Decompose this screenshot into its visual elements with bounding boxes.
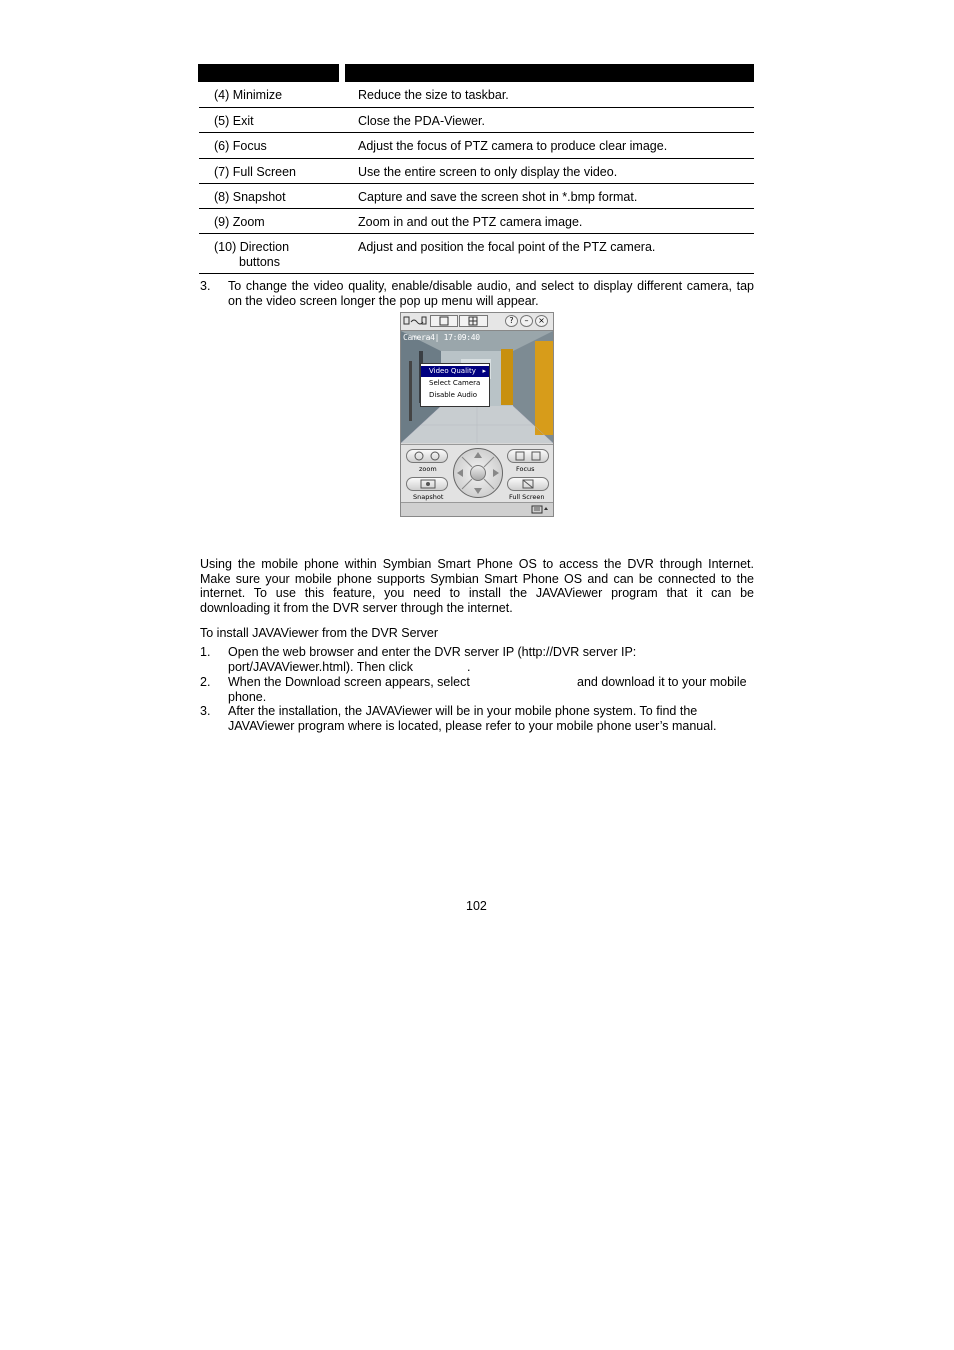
focus-button[interactable] xyxy=(507,449,549,463)
row-desc: Adjust and position the focal point of the PTZ camera. xyxy=(358,240,656,254)
menu-item-label: Video Quality xyxy=(429,367,476,375)
step-line-text: When the Download screen appears, select xyxy=(228,675,470,689)
step-number: 3. xyxy=(200,279,211,293)
row-desc: Capture and save the screen shot in *.bmp format. xyxy=(358,190,638,204)
step-text xyxy=(228,704,754,733)
table-header-left xyxy=(198,64,339,82)
menu-item-label: Select Camera xyxy=(429,379,481,387)
minimize-icon[interactable]: – xyxy=(520,315,533,327)
camera-label: Camera4| 17:09:40 xyxy=(403,333,480,342)
step-line: on the video screen longer the pop up menu will appear. xyxy=(228,293,539,308)
table-row xyxy=(199,184,754,209)
help-icon[interactable]: ? xyxy=(505,315,518,327)
zoom-button[interactable] xyxy=(406,449,448,463)
row-item: (6) Focus xyxy=(214,139,267,153)
row-item: (9) Zoom xyxy=(214,215,265,229)
pda-status-bar xyxy=(401,502,553,517)
step-line xyxy=(228,660,754,675)
row-item: (5) Exit xyxy=(214,114,254,128)
row-item: (7) Full Screen xyxy=(214,165,296,179)
paragraph-line: Make sure your mobile phone supports Symbian Smart Phone OS and can be connected to the xyxy=(200,571,754,586)
intro-paragraph xyxy=(200,557,754,616)
row-item: (8) Snapshot xyxy=(214,190,286,204)
pda-toolbar xyxy=(401,313,553,331)
step-number: 1. xyxy=(200,645,211,659)
row-item: (4) Minimize xyxy=(214,88,283,102)
step-line: To change the video quality, enable/disable audio, and select to display different camera, tap xyxy=(228,279,754,293)
step-line: After the installation, the JAVAViewer will be in your mobile phone system. To find the xyxy=(228,704,698,718)
network-icon[interactable] xyxy=(402,315,428,327)
step-line xyxy=(228,675,754,690)
row-desc: Use the entire screen to only display the video. xyxy=(358,165,618,179)
step-line-text: port/JAVAViewer.html). Then click xyxy=(228,659,414,674)
quad-view-icon[interactable] xyxy=(459,315,488,327)
pda-controls xyxy=(401,444,553,503)
context-menu xyxy=(420,363,490,407)
paragraph-line: Using the mobile phone within Symbian Smart Phone OS to access the DVR through Internet. xyxy=(200,557,754,571)
row-item-continued: buttons xyxy=(239,255,281,269)
step-line-end: . xyxy=(467,659,471,674)
install-heading: To install JAVAViewer from the DVR Server xyxy=(200,626,439,640)
close-icon[interactable]: × xyxy=(535,315,548,327)
step-line-text: and download it to your mobile xyxy=(577,675,747,689)
snapshot-button[interactable] xyxy=(406,477,448,491)
zoom-label: zoom xyxy=(419,465,437,473)
menu-item-select-camera[interactable] xyxy=(421,378,489,389)
step-line: JAVAViewer program where is located, please refer to your mobile phone user’s manual. xyxy=(228,718,717,733)
menu-item-label: Disable Audio xyxy=(429,391,478,399)
step-text xyxy=(228,279,754,308)
single-view-icon[interactable] xyxy=(430,315,458,327)
snapshot-label: Snapshot xyxy=(413,493,444,501)
table-row xyxy=(199,159,754,184)
paragraph-line: internet. To use this feature, you need to install the JAVAViewer program that it can be xyxy=(200,586,754,601)
step-number: 3. xyxy=(200,704,211,718)
paragraph-line: downloading it from the DVR server through the internet. xyxy=(200,601,513,616)
keyboard-icon[interactable] xyxy=(401,503,553,517)
menu-item-video-quality[interactable] xyxy=(421,366,489,377)
direction-pad[interactable] xyxy=(453,448,503,498)
row-desc: Close the PDA-Viewer. xyxy=(358,114,485,128)
table-row xyxy=(199,108,754,133)
row-desc: Reduce the size to taskbar. xyxy=(358,88,509,102)
fullscreen-button[interactable] xyxy=(507,477,549,491)
pda-viewer-screenshot xyxy=(400,312,554,517)
fullscreen-label: Full Screen xyxy=(509,493,545,501)
step-line: Open the web browser and enter the DVR server IP (http://DVR server IP: xyxy=(228,645,637,659)
step-text xyxy=(228,645,754,674)
table-row xyxy=(199,133,754,159)
direction-center-button[interactable] xyxy=(470,465,486,481)
video-screen[interactable] xyxy=(401,331,553,443)
table-row xyxy=(199,234,754,274)
menu-item-disable-audio[interactable] xyxy=(421,390,489,401)
step-text xyxy=(228,675,754,704)
step-line: phone. xyxy=(228,689,267,704)
submenu-arrow-icon: ▸ xyxy=(482,367,486,375)
row-desc: Adjust the focus of PTZ camera to produce clear image. xyxy=(358,139,668,153)
table-row xyxy=(199,209,754,234)
focus-label: Focus xyxy=(516,465,535,473)
step-number: 2. xyxy=(200,675,211,689)
page-number: 102 xyxy=(466,899,487,913)
row-desc: Zoom in and out the PTZ camera image. xyxy=(358,215,583,229)
table-header-right xyxy=(345,64,754,82)
row-item: (10) Direction xyxy=(214,240,290,254)
table-row xyxy=(199,82,754,108)
